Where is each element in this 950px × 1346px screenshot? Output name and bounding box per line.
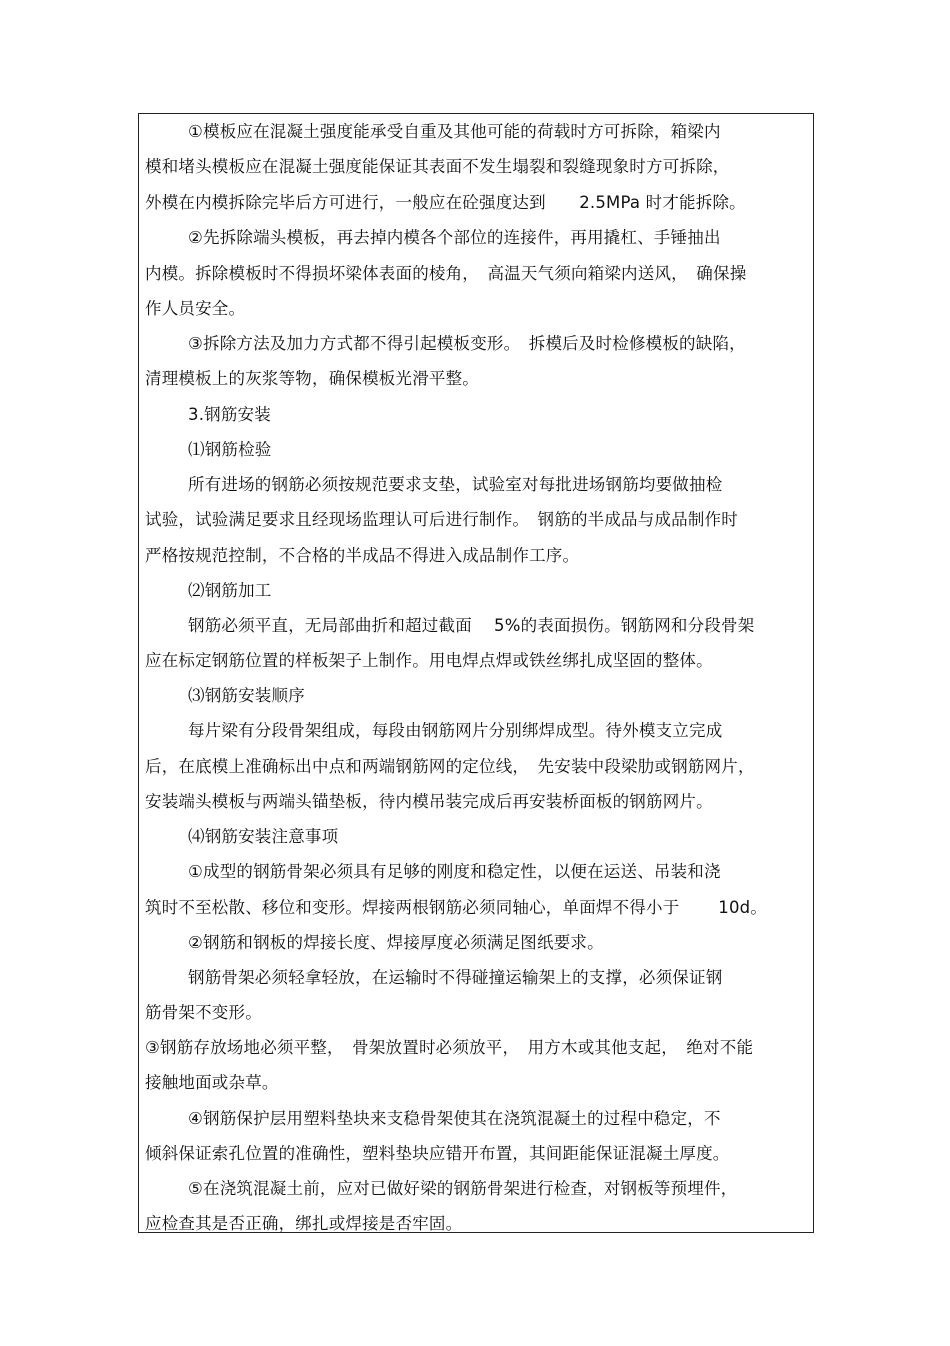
text-line: 筑时不至松散、移位和变形。焊接两根钢筋必须同轴心，单面焊不得小于 10d。: [145, 898, 768, 917]
text-line: ②钢筋和钢板的焊接长度、焊接厚度必须满足图纸要求。: [188, 933, 604, 952]
text-line: ⑤在浇筑混凝土前，应对已做好梁的钢筋骨架进行检查，对钢板等预埋件，: [188, 1179, 738, 1198]
text-line: ①模板应在混凝土强度能承受自重及其他可能的荷载时方可拆除，箱梁内: [188, 122, 721, 141]
text-line: 作人员安全。: [145, 299, 246, 318]
text-line: 后，在底模上准确标出中点和两端钢筋网的定位线， 先安装中段梁肋或钢筋网片，: [145, 757, 755, 776]
text-line: 钢筋骨架必须轻拿轻放，在运输时不得碰撞运输架上的支撑，必须保证钢: [188, 968, 723, 987]
subsection-heading: ⑵钢筋加工: [188, 581, 272, 600]
text-line: 倾斜保证索孔位置的准确性，塑料垫块应错开布置，其间距能保证混凝土厚度。: [145, 1144, 730, 1163]
text-line: 钢筋必须平直，无局部曲折和超过截面 5%的表面损伤。钢筋网和分段骨架: [188, 616, 755, 635]
subsection-heading: ⑷钢筋安装注意事项: [188, 827, 339, 846]
text-line: 筋骨架不变形。: [145, 1003, 262, 1022]
text-line: 应检查其是否正确，绑扎或焊接是否牢固。: [145, 1214, 463, 1233]
text-line: 应在标定钢筋位置的样板架子上制作。用电焊点焊或铁丝绑扎成坚固的整体。: [145, 651, 713, 670]
text-line: 试验，试验满足要求且经现场监理认可后进行制作。 钢筋的半成品与成品制作时: [145, 510, 738, 529]
text-line: ②先拆除端头模板，再去掉内模各个部位的连接件，再用撬杠、手锤抽出: [188, 228, 721, 247]
text-line: 安装端头模板与两端头锚垫板，待内模吊装完成后再安装桥面板的钢筋网片。: [145, 792, 713, 811]
text-line: 模和堵头模板应在混凝土强度能保证其表面不发生塌裂和裂缝现象时方可拆除，: [145, 157, 730, 176]
text-line: ④钢筋保护层用塑料垫块来支稳骨架使其在浇筑混凝土的过程中稳定，不: [188, 1109, 721, 1128]
section-heading: 3.钢筋安装: [188, 405, 271, 424]
text-line: ①成型的钢筋骨架必须具有足够的刚度和稳定性，以便在运送、吊装和浇: [188, 862, 721, 881]
subsection-heading: ⑴钢筋检验: [188, 440, 272, 459]
text-line: 清理模板上的灰浆等物，确保模板光滑平整。: [145, 369, 479, 388]
text-line: 所有进场的钢筋必须按规范要求支垫，试验室对每批进场钢筋均要做抽检: [188, 475, 723, 494]
text-line: 内模。拆除模板时不得损坏梁体表面的棱角， 高温天气须向箱梁内送风， 确保操: [145, 264, 747, 283]
text-line: 接触地面或杂草。: [145, 1073, 279, 1092]
text-line: ③拆除方法及加力方式都不得引起模板变形。 拆模后及时检修模板的缺陷，: [188, 334, 746, 353]
text-line: 严格按规范控制，不合格的半成品不得进入成品制作工序。: [145, 546, 580, 565]
text-line: 外模在内模拆除完毕后方可进行，一般应在砼强度达到 2.5MPa 时才能拆除。: [145, 193, 746, 212]
text-line: ③钢筋存放场地必须平整， 骨架放置时必须放平， 用方木或其他支起， 绝对不能: [145, 1038, 754, 1057]
text-line: 每片梁有分段骨架组成，每段由钢筋网片分别绑焊成型。待外模支立完成: [188, 721, 723, 740]
subsection-heading: ⑶钢筋安装顺序: [188, 686, 305, 705]
